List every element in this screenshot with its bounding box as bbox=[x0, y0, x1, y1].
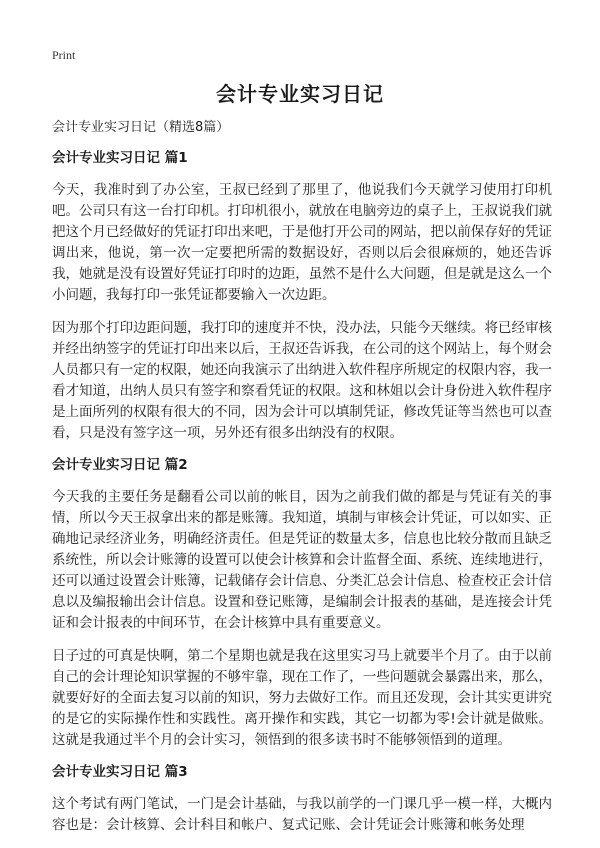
print-label: Print bbox=[52, 48, 76, 62]
section-heading-3: 会计专业实习日记 篇3 bbox=[52, 764, 188, 780]
document-body bbox=[52, 118, 552, 848]
section-2-paragraph-1: 今天我的主要任务是翻看公司以前的帐目，因为之前我们做的都是与凭证有关的事情，所以今天王叔拿出来的都是账簿。我知道，填制与审核会计凭证，可以如实、正确地记录经济业务，明确经济责任。但是凭证的数量太多，信息也比较分散而且缺乏系统性，所以会计账簿的设置可以使会计核算和会计监督全面、系统、连续地进行，还可以通过设置会计账簿，记载储存会计信息、分类汇总会计信息、检查校正会计信息以及编报输出会计信息。设置和登记账簿，是编制会计报表的基础，是连接会计凭证和会计报表的中间环节，在会计核算中具有重要意义。 bbox=[52, 489, 552, 631]
page-title: 会计专业实习日记 bbox=[216, 82, 384, 106]
document-subtitle: 会计专业实习日记（精选8篇） bbox=[52, 120, 230, 135]
section-1-paragraph-1: 今天，我准时到了办公室，王叔已经到了那里了，他说我们今天就学习使用打印机吧。公司只有这一台打印机。打印机很小，就放在电脑旁边的桌子上，王叔说我们就把这个月已经做好的凭证打印出来吧，于是他打开公司的网站，把以前保存好的凭证调出来，他说，第一次一定要把所需的数据设好，否则以后会很麻烦的，她还告诉我，她就是没有设置好凭证打印时的边距，虽然不是什么大问题，但是就是这么一个小问题，我每打印一张凭证都要输入一次边距。 bbox=[52, 182, 552, 303]
section-heading-1: 会计专业实习日记 篇1 bbox=[52, 150, 188, 166]
section-1-paragraph-2: 因为那个打印边距问题，我打印的速度并不快，没办法，只能今天继续。将已经审核并经出纳签字的凭证打印出来以后，王叔还告诉我，在公司的这个网站上，每个财会人员都只有一定的权限，她还向我演示了出纳进入软件程序所规定的权限内容，我一看才知道，出纳人员只有签字和察看凭证的权限。这和林姐以会计身份进入软件程序是上面所列的权限有很大的不同，因为会计可以填制凭证，修改凭证等当然也可以查看，只是没有签字这一项，另外还有很多出纳没有的权限。 bbox=[52, 320, 552, 441]
section-2-paragraph-2: 日子过的可真是快啊，第二个星期也就是我在这里实习马上就要半个月了。由于以前自己的会计理论知识掌握的不够牢靠，现在工作了，一些问题就会暴露出来，那么，就要好好的全面去复习以前的知识，努力去做好工作。而且还发现，会计其实更讲究的是它的实际操作性和实践性。离开操作和实践，其它一切都为零!会计就是做账。这就是我通过半个月的会计实习，领悟到的很多读书时不能够领悟到的道理。 bbox=[52, 648, 552, 748]
section-3-paragraph-1: 这个考试有两门笔试，一门是会计基础，与我以前学的一门课几乎一模一样，大概内容也是：会计核算、会计科目和帐户、复式记账、会计凭证会计账簿和帐务处理 bbox=[52, 796, 552, 833]
section-heading-2: 会计专业实习日记 篇2 bbox=[52, 457, 188, 473]
